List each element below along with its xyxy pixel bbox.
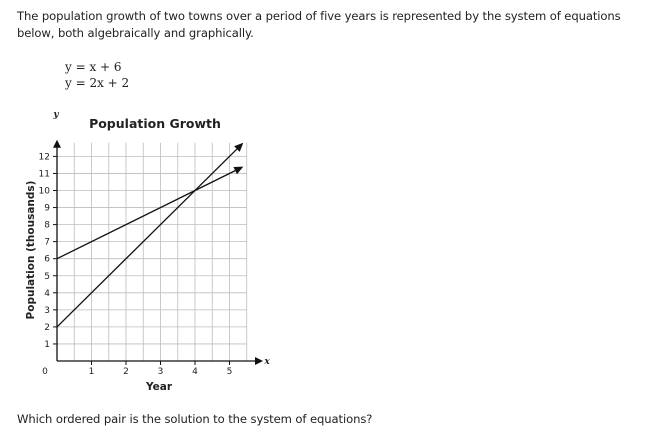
intro-text: The population growth of two towns over a period of five years is represented by the system of equations below, both algebraically and graphically. <box>17 9 621 40</box>
y-tick-label: 1 <box>44 339 50 350</box>
x-tick-label: 4 <box>192 367 198 377</box>
x-tick-label: 1 <box>88 367 95 377</box>
x-tick-label: 2 <box>123 367 129 377</box>
origin-label: 0 <box>42 367 48 377</box>
x-tick-label: 5 <box>226 367 233 377</box>
y-tick-label: 5 <box>44 271 50 282</box>
y-axis-variable-label: y <box>53 110 59 120</box>
y-axis-arrow <box>53 140 61 148</box>
x-tick-label: 3 <box>157 367 164 377</box>
y-tick-label: 12 <box>38 152 50 163</box>
equation-2: y = 2x + 2 <box>65 76 130 90</box>
y-tick-label: 6 <box>44 254 50 265</box>
chart-title: Population Growth <box>89 116 221 131</box>
chart-series-group <box>57 143 243 327</box>
x-axis-arrow <box>255 357 263 365</box>
series-line-1 <box>57 171 235 259</box>
y-tick-label: 7 <box>44 237 50 248</box>
y-tick-label: 4 <box>44 288 50 299</box>
series-line-2 <box>57 149 237 327</box>
y-tick-label: 3 <box>44 305 50 316</box>
question-text: Which ordered pair is the solution to the system of equations? <box>17 412 373 426</box>
y-tick-label: 2 <box>44 322 50 333</box>
y-tick-label: 9 <box>44 203 50 214</box>
y-tick-label: 8 <box>44 220 50 231</box>
y-tick-label: 11 <box>38 169 50 180</box>
y-axis-title: Population (thousands) <box>25 180 37 320</box>
equation-1: y = x + 6 <box>65 60 122 74</box>
x-axis-variable-label: x <box>264 357 270 367</box>
y-tick-label: 10 <box>38 186 50 197</box>
chart-grid <box>57 143 247 361</box>
x-axis-title: Year <box>145 381 173 393</box>
